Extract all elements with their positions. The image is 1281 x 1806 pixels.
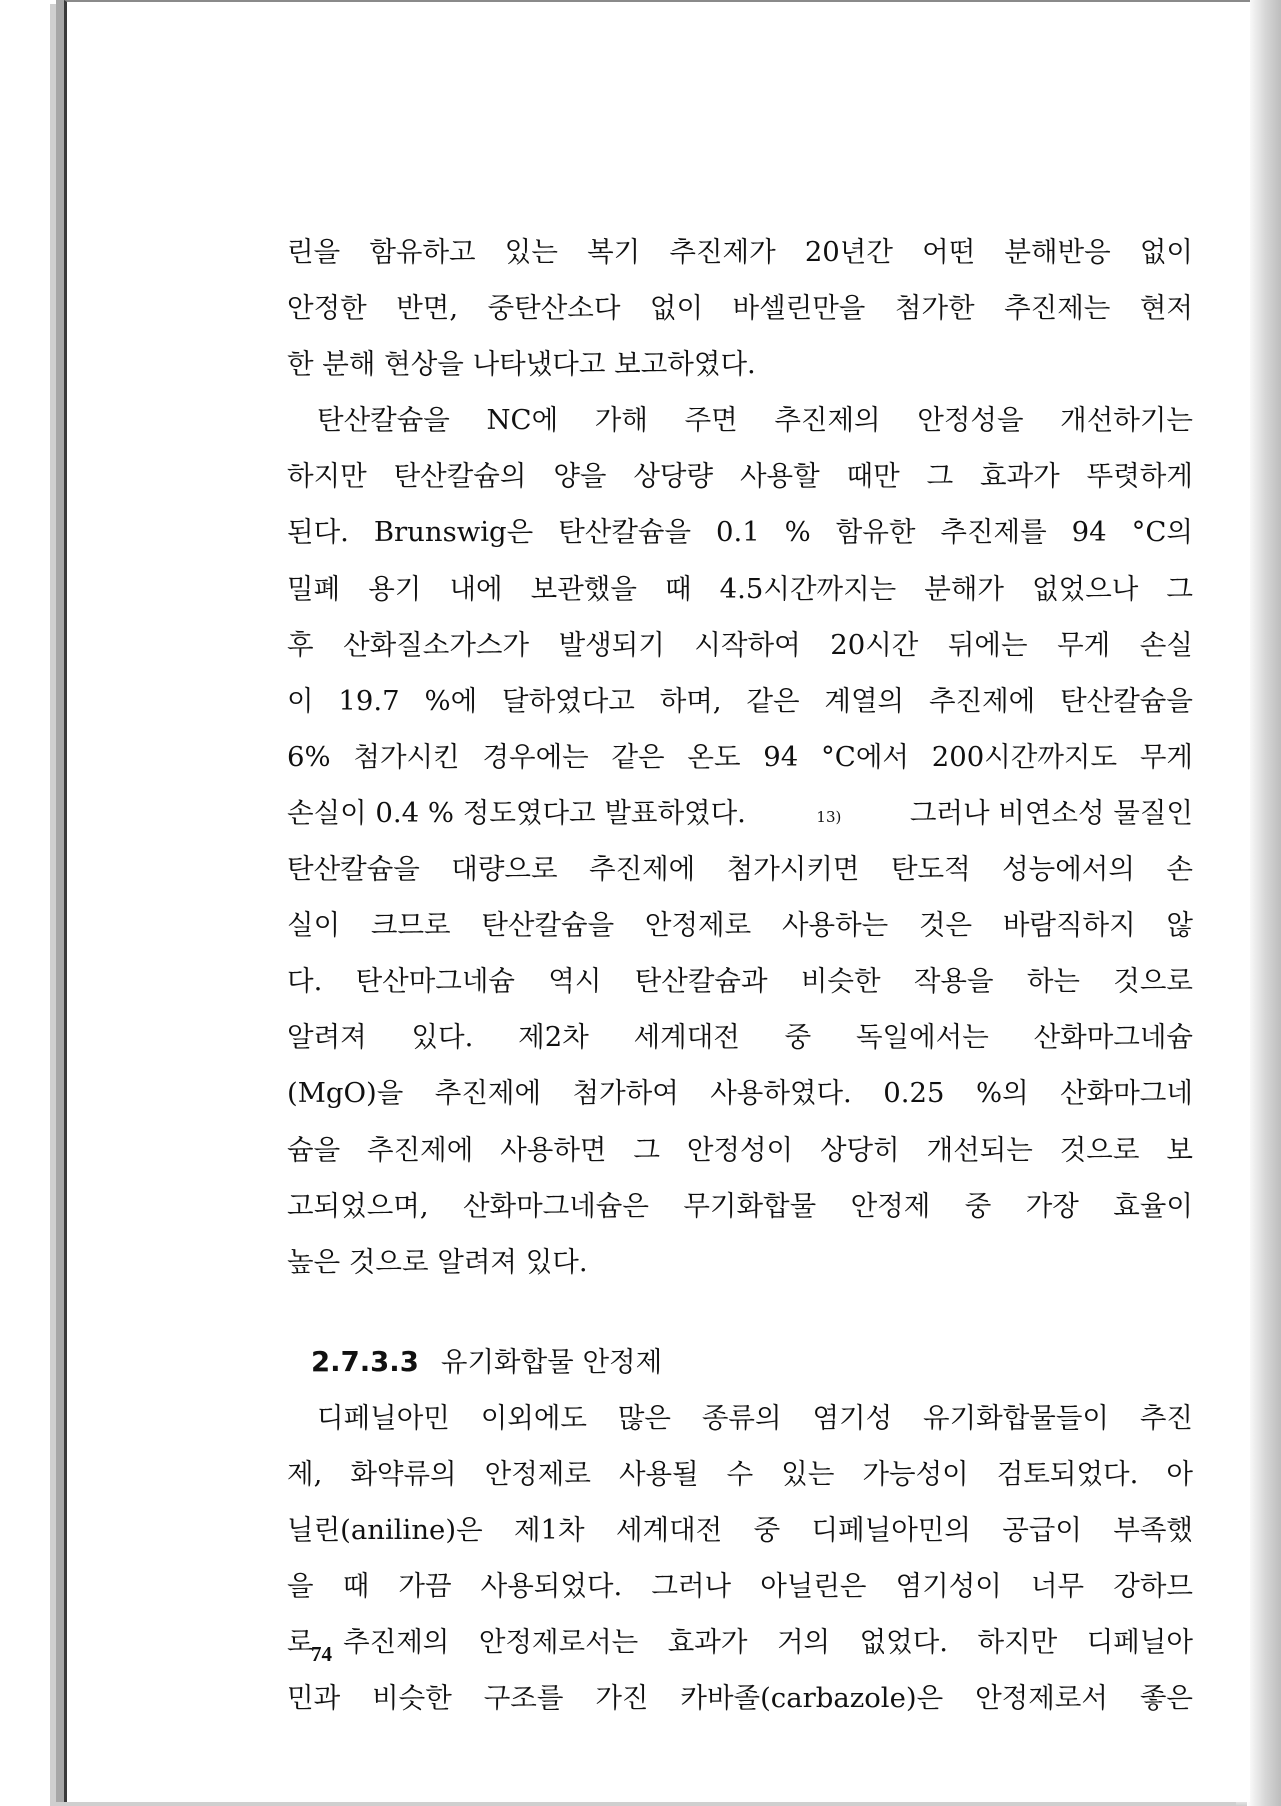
- word: 아닐린은: [760, 1570, 867, 1603]
- text-line: [287, 224, 1193, 280]
- word: 유기화합물들이: [923, 1401, 1109, 1434]
- word: 상당히: [819, 1133, 900, 1166]
- word: 중: [784, 1021, 812, 1054]
- word: 하며,: [659, 684, 722, 717]
- word: 안정한: [287, 292, 367, 325]
- word: 디페닐아민의: [811, 1513, 971, 1546]
- text-line: [287, 1558, 1193, 1614]
- text-segment: 그러나 비연소성 물질인: [909, 796, 1193, 829]
- word: 분해반응: [1004, 236, 1111, 268]
- word: 비슷한: [800, 965, 881, 998]
- word: 그: [926, 460, 954, 493]
- page-body: [287, 224, 1193, 1726]
- text-line: [287, 1446, 1193, 1502]
- word: 첨가시키면: [726, 853, 860, 886]
- word: 너무: [1030, 1570, 1085, 1603]
- word: 내에: [449, 572, 503, 605]
- word: 용기: [368, 572, 422, 605]
- word: 크므로: [370, 909, 451, 942]
- text-line: [287, 897, 1193, 953]
- text-segment: 손실이 0.4 % 정도였다고 발표하였다.: [287, 796, 746, 829]
- word: 제,: [287, 1457, 323, 1490]
- word: (MgO)을: [287, 1077, 404, 1110]
- word: 된다.: [287, 516, 349, 549]
- word: 않: [1166, 909, 1193, 942]
- word: 하지만: [977, 1626, 1058, 1659]
- word: 사용될: [618, 1457, 699, 1490]
- text-line: 한 분해 현상을 나타냈다고 보고하였다.: [287, 348, 756, 381]
- word: 추진제가: [669, 236, 776, 268]
- word: 바셀린만을: [732, 292, 866, 325]
- word: 안정성을: [917, 404, 1024, 437]
- word: 0.25: [883, 1077, 945, 1110]
- word: 그: [1166, 572, 1193, 605]
- word: 것으로: [1113, 965, 1193, 998]
- word: 성능에서의: [1002, 853, 1135, 886]
- word: 발생되기: [558, 628, 665, 661]
- word: 그: [633, 1133, 660, 1166]
- word: 아: [1166, 1457, 1193, 1490]
- text-line: [287, 841, 1193, 897]
- text-line: [287, 504, 1193, 560]
- word: 효율이: [1113, 1189, 1193, 1222]
- word: 산화마그네: [1060, 1077, 1193, 1110]
- text-line: [287, 1122, 1193, 1178]
- word: 효과가: [980, 460, 1060, 493]
- page-number: 74: [311, 1642, 332, 1666]
- page-edge-shadow: [1247, 0, 1281, 1806]
- word: 것은: [918, 909, 973, 942]
- text-line: [287, 280, 1193, 336]
- word: 추진제에: [434, 1077, 542, 1110]
- word: 탄산칼슘을: [481, 909, 615, 942]
- section-number: 2.7.3.3: [311, 1345, 419, 1378]
- word: 제1차: [513, 1513, 585, 1546]
- word: 추진: [1139, 1401, 1193, 1434]
- word: 을: [287, 1570, 314, 1603]
- word: 탄산칼슘을: [317, 404, 450, 437]
- word: 반면,: [396, 292, 459, 325]
- word: 무게: [1139, 740, 1193, 773]
- word: 가끔: [398, 1570, 452, 1603]
- word: 탄도적: [890, 853, 971, 886]
- word: 탄산칼슘과: [634, 965, 768, 998]
- word: 사용되었다.: [480, 1570, 623, 1603]
- word: 같은: [746, 684, 800, 717]
- word: 가진: [595, 1682, 649, 1715]
- word: 때: [342, 1570, 370, 1603]
- word: 있는: [781, 1457, 835, 1490]
- word: 고되었으며,: [287, 1189, 429, 1222]
- word: 카바졸(carbazole)은: [680, 1682, 944, 1715]
- word: 손: [1166, 853, 1193, 886]
- word: NC에: [486, 404, 559, 437]
- word: 6%: [287, 740, 331, 773]
- word: 알려져: [287, 1021, 367, 1054]
- paragraph-2: [287, 392, 1193, 1290]
- word: 개선하기는: [1060, 404, 1193, 437]
- word: 달하였다고: [502, 684, 635, 717]
- word: 어떤: [922, 236, 976, 268]
- word: 94: [1071, 516, 1107, 549]
- word: 없이: [649, 292, 704, 325]
- word: 상당량: [633, 460, 714, 493]
- word: 검토되었다.: [996, 1457, 1139, 1490]
- section-heading: [287, 1334, 1193, 1390]
- word: 추진제를: [940, 516, 1047, 549]
- word: 그러나: [651, 1570, 732, 1603]
- word: 개선되는: [926, 1133, 1033, 1166]
- word: 탄산칼슘을: [558, 516, 692, 549]
- word: 중: [753, 1513, 781, 1546]
- word: 경우에는: [482, 740, 589, 773]
- text-line-with-footnote: [287, 785, 1193, 841]
- section-gap: [287, 1290, 1193, 1334]
- text-line: [287, 1065, 1193, 1121]
- text-line: 높은 것으로 알려져 있다.: [287, 1245, 588, 1278]
- word: 안정제로: [644, 909, 752, 942]
- word: 사용하면: [500, 1133, 607, 1166]
- word: 슘을: [287, 1133, 341, 1166]
- word: %의: [975, 1077, 1029, 1110]
- word: 19.7: [338, 684, 400, 717]
- text-line: [287, 729, 1193, 785]
- text-line: [287, 1390, 1193, 1446]
- word: 세계대전: [633, 1021, 740, 1054]
- word: 하는: [1026, 965, 1080, 998]
- word: 추진제에: [928, 684, 1036, 717]
- word: 밀폐: [287, 572, 341, 605]
- word: 제2차: [518, 1021, 589, 1054]
- word: 함유하고: [369, 236, 476, 268]
- word: 화약류의: [350, 1457, 457, 1490]
- word: 부족했: [1113, 1513, 1193, 1546]
- word: 없이: [1139, 236, 1193, 268]
- word: 분해가: [924, 572, 1004, 605]
- text-line: [287, 953, 1193, 1009]
- word: 디페닐아민: [317, 1401, 450, 1434]
- word: 추진제의: [774, 404, 881, 437]
- word: 안정제: [850, 1189, 931, 1222]
- paragraph-3: [287, 1390, 1193, 1727]
- word: 종류의: [701, 1401, 782, 1434]
- word: 주면: [684, 404, 738, 437]
- word: 강하므: [1113, 1570, 1193, 1603]
- word: 추진제에: [588, 853, 696, 886]
- word: 민과: [287, 1682, 341, 1715]
- footnote-reference: 13): [816, 807, 842, 826]
- word: 있는: [504, 236, 558, 268]
- word: 이외에도: [480, 1401, 587, 1434]
- word: 무게: [1057, 628, 1111, 661]
- word: 다.: [287, 965, 323, 998]
- word: 손실: [1139, 628, 1193, 661]
- text-line: [287, 673, 1193, 729]
- word: 닐린(aniline)은: [287, 1513, 483, 1546]
- word: 보관했을: [530, 572, 637, 605]
- word: 뚜렷하게: [1086, 460, 1193, 493]
- word: 탄산칼슘을: [287, 853, 420, 886]
- word: 추진제에: [367, 1133, 474, 1166]
- word: 염기성: [812, 1401, 893, 1434]
- word: 0.1: [715, 516, 760, 549]
- text-line: [287, 1614, 1193, 1670]
- text-line: [287, 448, 1193, 504]
- word: 때만: [846, 460, 900, 493]
- word: 계열의: [824, 684, 905, 717]
- word: 함유한: [835, 516, 916, 549]
- word: 안정성이: [686, 1133, 794, 1166]
- book-page: [64, 0, 1250, 1802]
- word: 것으로: [1059, 1133, 1140, 1166]
- word: 200시간까지도: [931, 740, 1118, 773]
- word: 하지만: [287, 460, 367, 493]
- word: 후: [287, 628, 314, 661]
- text-line: [287, 1009, 1193, 1065]
- word: 추진제는: [1004, 292, 1111, 325]
- word: 작용을: [913, 965, 994, 998]
- word: 린을: [287, 236, 341, 268]
- text-line: [287, 1502, 1193, 1558]
- word: 무기화합물: [683, 1189, 817, 1222]
- word: 있다.: [411, 1021, 474, 1054]
- word: 거의: [776, 1626, 831, 1659]
- word: 염기성이: [895, 1570, 1002, 1603]
- word: 탄산마그네슘: [355, 965, 515, 998]
- word: 4.5시간까지는: [719, 572, 897, 605]
- word: 중: [964, 1189, 992, 1222]
- text-line: [287, 561, 1193, 617]
- word: 같은: [611, 740, 665, 773]
- word: 없었으나: [1032, 572, 1139, 605]
- word: 탄산칼슘을: [1060, 684, 1193, 717]
- word: 복기: [587, 236, 641, 268]
- word: 이: [287, 684, 314, 717]
- word: 때: [665, 572, 692, 605]
- word: 산화마그네슘: [1033, 1021, 1193, 1054]
- word: 사용할: [739, 460, 820, 493]
- word: 안정제로서는: [478, 1626, 639, 1659]
- text-line: [287, 392, 1193, 448]
- section-title: 유기화합물 안정제: [440, 1345, 663, 1378]
- word: 시작하여: [694, 628, 801, 661]
- paragraph-1: [287, 224, 1193, 392]
- word: °C의: [1131, 516, 1193, 549]
- word: 첨가시킨: [353, 740, 460, 773]
- word: 대량으로: [451, 853, 558, 886]
- word: 독일에서는: [855, 1021, 989, 1054]
- word: 첨가하여: [572, 1077, 679, 1110]
- word: 산화마그네슘은: [462, 1189, 649, 1222]
- word: 로: [287, 1626, 314, 1659]
- text-line: [287, 1670, 1193, 1726]
- word: 산화질소가스가: [343, 628, 530, 661]
- word: 가장: [1025, 1189, 1079, 1222]
- word: 사용하는: [781, 909, 889, 942]
- word: 좋은: [1139, 1682, 1193, 1715]
- word: 중탄산소다: [487, 292, 621, 325]
- word: 수: [726, 1457, 754, 1490]
- word: 많은: [617, 1401, 671, 1434]
- word: %에: [424, 684, 478, 717]
- word: 양을: [553, 460, 607, 493]
- word: 효과가: [667, 1626, 748, 1659]
- text-line: [287, 617, 1193, 673]
- word: 구조를: [483, 1682, 564, 1715]
- word: 온도: [687, 740, 741, 773]
- word: 보: [1166, 1133, 1193, 1166]
- word: 20시간: [830, 628, 919, 661]
- word: 비슷한: [372, 1682, 452, 1715]
- word: 가해: [594, 404, 648, 437]
- word: 탄산칼슘의: [393, 460, 527, 493]
- word: 안정제로: [484, 1457, 591, 1490]
- word: 가능성이: [862, 1457, 969, 1490]
- word: 94: [763, 740, 799, 773]
- word: 실이: [287, 909, 341, 942]
- word: 첨가한: [894, 292, 975, 325]
- word: 현저: [1139, 292, 1193, 325]
- text-line: [287, 1178, 1193, 1234]
- word: 안정제로서: [975, 1682, 1108, 1715]
- word: 세계대전: [615, 1513, 723, 1546]
- word: 뒤에는: [947, 628, 1028, 661]
- word: 디페닐아: [1086, 1626, 1193, 1659]
- word: 사용하였다.: [710, 1077, 852, 1110]
- word: %: [784, 516, 811, 549]
- word: 바람직하지: [1002, 909, 1136, 942]
- word: 없었다.: [859, 1626, 949, 1659]
- word: °C에서: [821, 740, 909, 773]
- word: 20년간: [804, 236, 893, 268]
- word: 역시: [548, 965, 602, 998]
- word: Brunswig은: [373, 516, 534, 549]
- word: 추진제의: [343, 1626, 450, 1659]
- word: 공급이: [1002, 1513, 1082, 1546]
